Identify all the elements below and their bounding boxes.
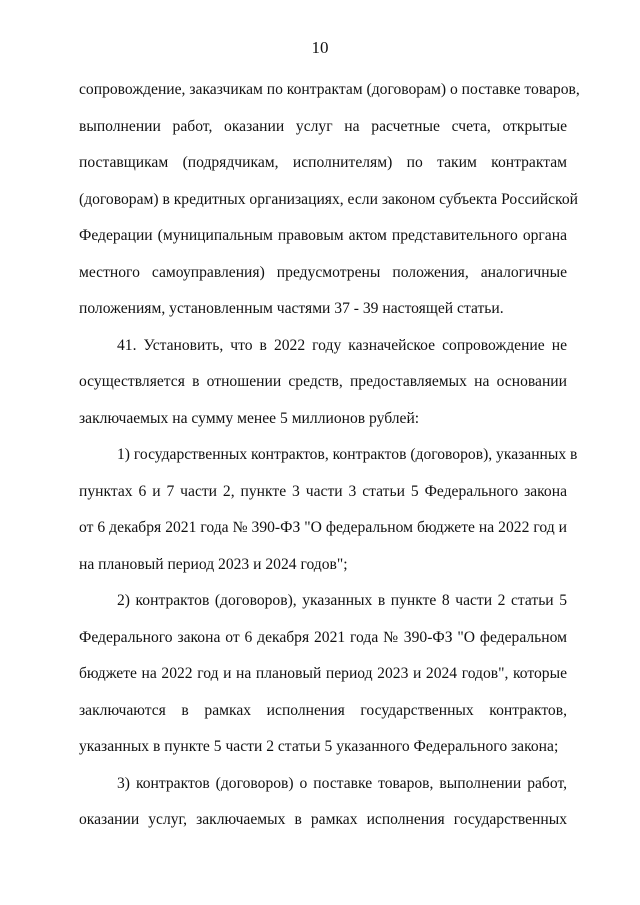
text-line: указанных в пункте 5 части 2 статьи 5 указанного Федерального закона; <box>79 738 559 755</box>
text-line: Федерации (муниципальным правовым актом представительного органа <box>79 227 567 244</box>
text-line: местного самоуправления) предусмотрены положения, аналогичные <box>79 264 567 281</box>
text-line: сопровождение, заказчикам по контрактам (договорам) о поставке товаров, <box>79 81 580 98</box>
text-line: заключаемых на сумму менее 5 миллионов рублей: <box>79 410 420 427</box>
text-line: осуществляется в отношении средств, предоставляемых на основании <box>79 373 567 390</box>
text-line: от 6 декабря 2021 года № 390-ФЗ "О федеральном бюджете на 2022 год и <box>79 519 567 536</box>
text-line: Федерального закона от 6 декабря 2021 года № 390-ФЗ "О федеральном <box>79 629 567 646</box>
text-line: пунктах 6 и 7 части 2, пункте 3 части 3 статьи 5 Федерального закона <box>79 483 567 500</box>
page-number: 10 <box>311 38 329 57</box>
list-item-1-first-line: 1) государственных контрактов, контрактов (договоров), указанных в <box>117 446 578 463</box>
list-item-3-first-line: 3) контрактов (договоров) о поставке товаров, выполнении работ, <box>117 775 567 792</box>
text-line: бюджете на 2022 год и на плановый период 2023 и 2024 годов", которые <box>79 665 567 682</box>
text-line: на плановый период 2023 и 2024 годов"; <box>79 556 348 573</box>
text-line: выполнении работ, оказании услуг на расчетные счета, открытые <box>79 118 567 135</box>
text-line: оказании услуг, заключаемых в рамках исполнения государственных <box>79 811 567 828</box>
text-line: заключаются в рамках исполнения государственных контрактов, <box>79 702 567 719</box>
text-line: положениям, установленным частями 37 - 39 настоящей статьи. <box>79 300 504 317</box>
text-line: (договорам) в кредитных организациях, если законом субъекта Российской <box>79 191 578 208</box>
list-item-2-first-line: 2) контрактов (договоров), указанных в пункте 8 части 2 статьи 5 <box>117 592 567 609</box>
paragraph-41-first-line: 41. Установить, что в 2022 году казначейское сопровождение не <box>117 337 567 354</box>
text-line: поставщикам (подрядчикам, исполнителям) по таким контрактам <box>79 154 567 171</box>
